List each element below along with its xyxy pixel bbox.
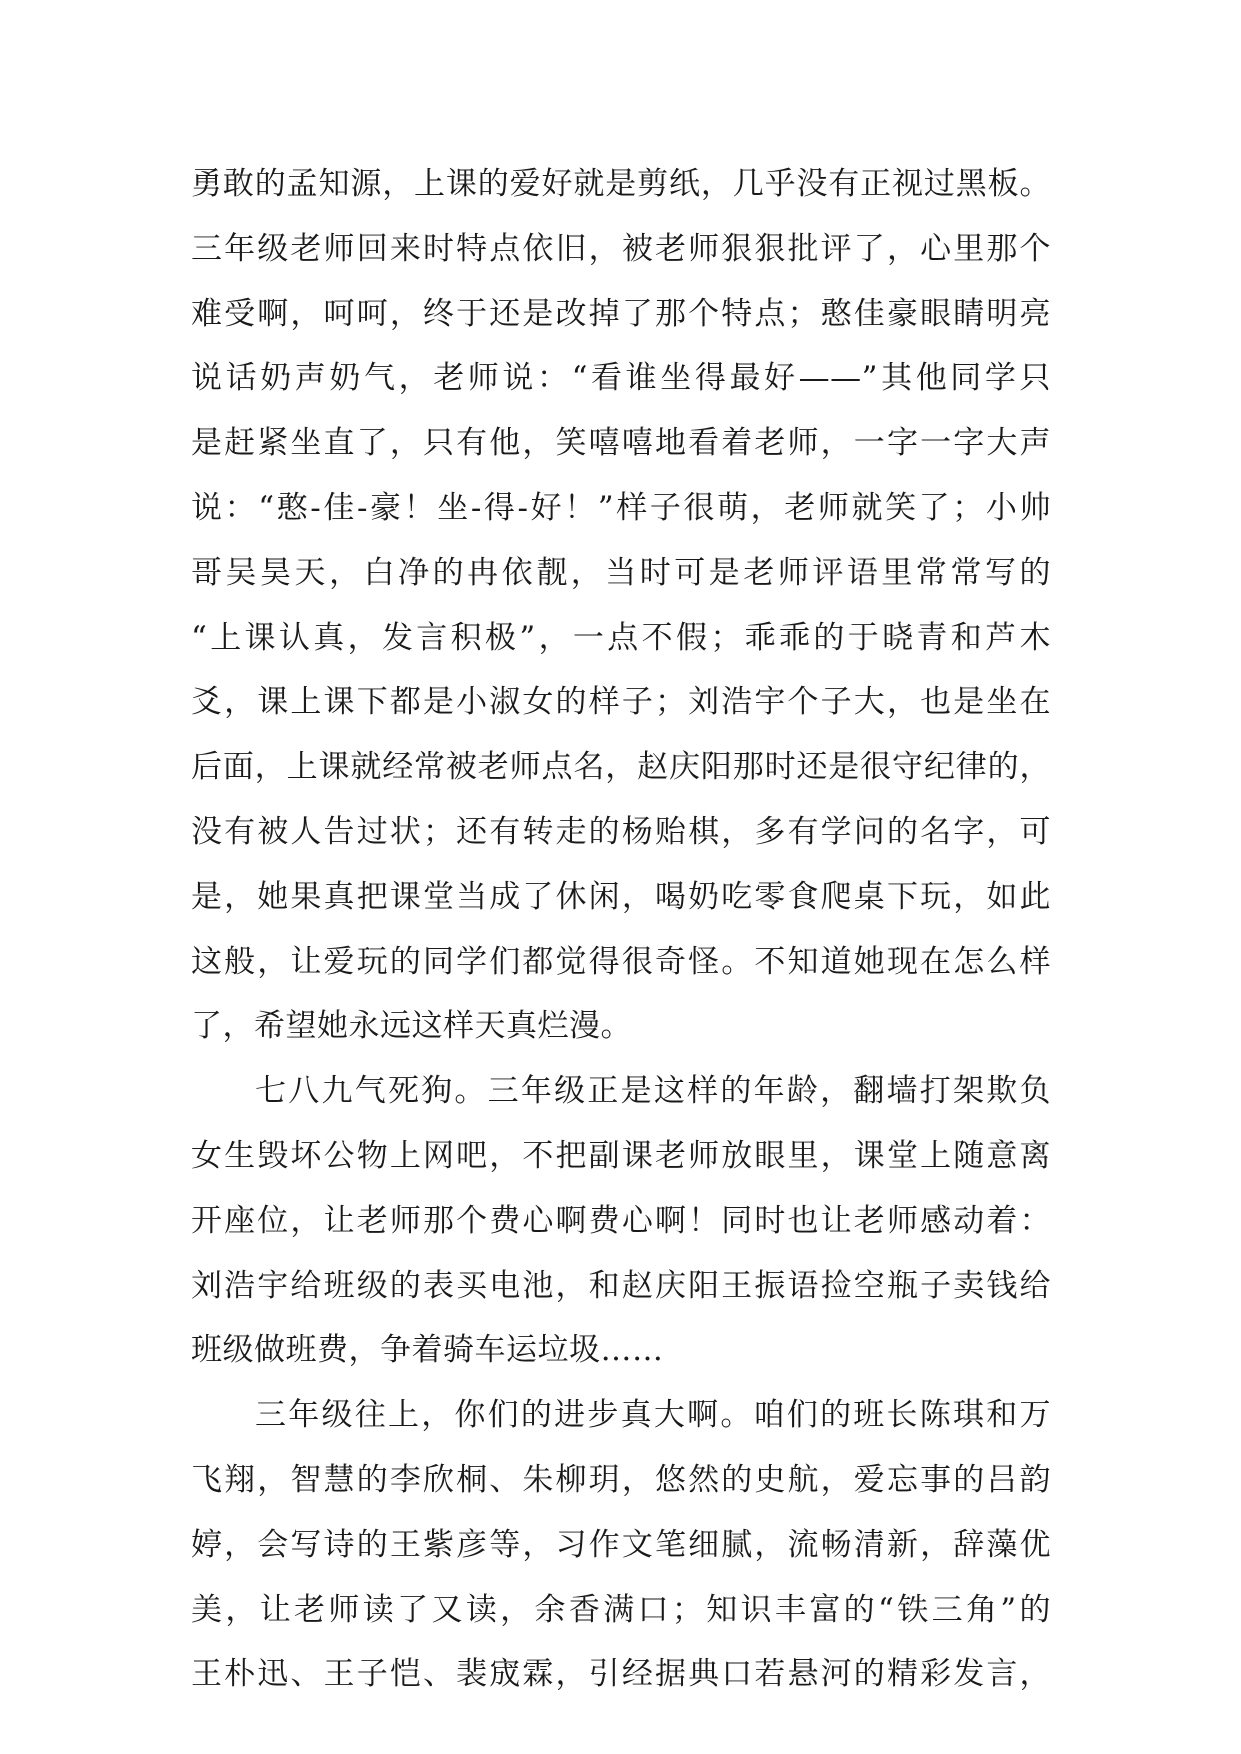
text-line: “上课认真，发言积极”，一点不假；乖乖的于晓青和芦木 [191,619,1051,656]
text-line: 刘浩宇给班级的表买电池，和赵庆阳王振语捡空瓶子卖钱给 [191,1267,1051,1304]
text-line: 飞翔，智慧的李欣桐、朱柳玥，悠然的史航，爱忘事的吕韵 [191,1461,1051,1498]
text-line: 开座位，让老师那个费心啊费心啊！同时也让老师感动着： [191,1202,1051,1239]
text-line: 三年级往上，你们的进步真大啊。咱们的班长陈琪和万 [255,1397,1051,1434]
text-line: 王朴迅、王子恺、裴宬霖，引经据典口若悬河的精彩发言， [191,1656,1051,1693]
text-line: 七八九气死狗。三年级正是这样的年龄，翻墙打架欺负 [255,1073,1051,1110]
text-line: 说：“憨-佳-豪！坐-得-好！”样子很萌，老师就笑了；小帅 [191,489,1051,526]
text-line: 了，希望她永远这样天真烂漫。 [191,1008,632,1045]
text-line: 是，她果真把课堂当成了休闲，喝奶吃零食爬桌下玩，如此 [191,878,1051,915]
text-line: 婷，会写诗的王紫彦等，习作文笔细腻，流畅清新，辞藻优 [191,1526,1051,1563]
text-line: 说话奶声奶气，老师说：“看谁坐得最好——”其他同学只 [191,360,1051,397]
text-line: 哥吴昊天，白净的冉依靓，当时可是老师评语里常常写的 [191,554,1051,591]
text-line: 后面，上课就经常被老师点名，赵庆阳那时还是很守纪律的， [191,749,1051,786]
text-line: 这般，让爱玩的同学们都觉得很奇怪。不知道她现在怎么样 [191,943,1051,980]
text-line: 勇敢的孟知源，上课的爱好就是剪纸，几乎没有正视过黑板。 [191,166,1051,202]
body-text [191,152,1051,1707]
text-line: 是赶紧坐直了，只有他，笑嘻嘻地看着老师，一字一字大声 [191,425,1051,462]
text-line: 班级做班费，争着骑车运垃圾…… [191,1332,664,1369]
text-line: 难受啊，呵呵，终于还是改掉了那个特点；憨佳豪眼睛明亮 [191,295,1051,332]
text-line: 美，让老师读了又读，余香满口；知识丰富的“铁三角”的 [191,1591,1051,1628]
text-line: 女生毁坏公物上网吧，不把副课老师放眼里，课堂上随意离 [191,1137,1051,1174]
text-line: 爻，课上课下都是小淑女的样子；刘浩宇个子大，也是坐在 [191,684,1051,721]
text-line: 三年级老师回来时特点依旧，被老师狠狠批评了，心里那个 [191,230,1051,267]
text-line: 没有被人告过状；还有转走的杨贻棋，多有学问的名字，可 [191,813,1051,850]
